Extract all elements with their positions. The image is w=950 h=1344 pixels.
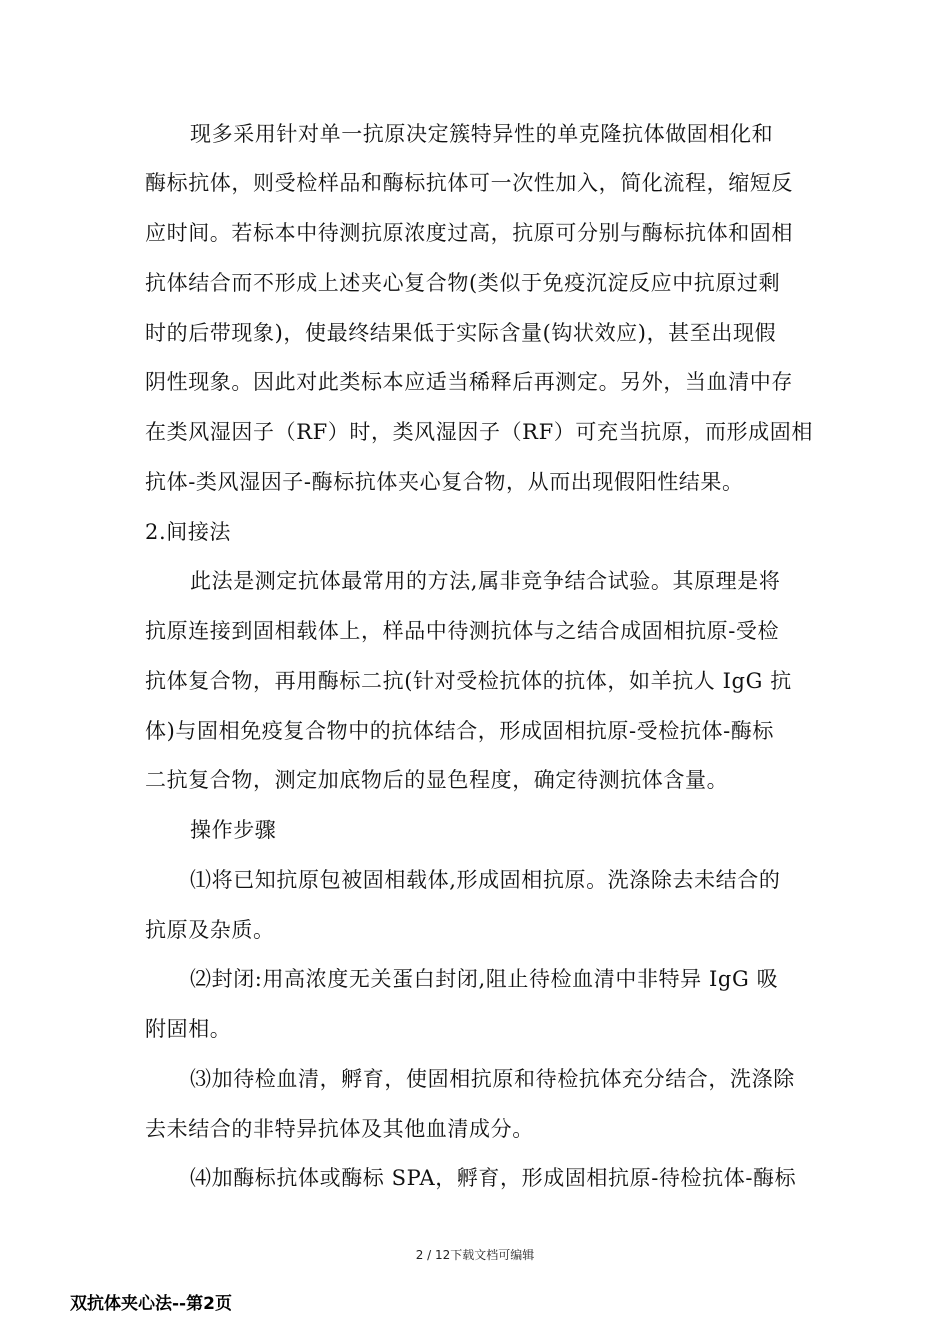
- paragraph-line: 体)与固相免疫复合物中的抗体结合，形成固相抗原-受检抗体-酶标: [145, 719, 774, 743]
- paragraph-line: ⑶加待检血清，孵育，使固相抗原和待检抗体充分结合，洗涤除: [190, 1067, 795, 1091]
- paragraph-line: 时的后带现象)，使最终结果低于实际含量(钩状效应)，甚至出现假: [145, 321, 777, 345]
- paragraph-line: 附固相。: [145, 1017, 232, 1041]
- paragraph-line: 抗原连接到固相载体上，样品中待测抗体与之结合成固相抗原-受检: [145, 619, 780, 643]
- document-title-footer: 双抗体夹心法--第2页: [70, 1294, 232, 1314]
- paragraph-line: 应时间。若标本中待测抗原浓度过高，抗原可分别与酶标抗体和固相: [145, 221, 793, 245]
- paragraph-line: 去未结合的非特异抗体及其他血清成分。: [145, 1117, 534, 1141]
- paragraph-line: 抗原及杂质。: [145, 918, 275, 942]
- paragraph-line: 二抗复合物，测定加底物后的显色程度，确定待测抗体含量。: [145, 768, 729, 792]
- paragraph-line: 阴性现象。因此对此类标本应适当稀释后再测定。另外，当血清中存: [145, 370, 793, 394]
- subsection-heading: 操作步骤: [190, 818, 277, 842]
- section-heading: 2.间接法: [145, 520, 232, 544]
- paragraph-line: ⑷加酶标抗体或酶标 SPA，孵育，形成固相抗原-待检抗体-酶标: [190, 1166, 797, 1190]
- paragraph-line: 抗体-类风湿因子-酶标抗体夹心复合物，从而出现假阳性结果。: [145, 470, 744, 494]
- paragraph-line: ⑴将已知抗原包被固相载体,形成固相抗原。洗涤除去未结合的: [190, 868, 781, 892]
- paragraph-line: 酶标抗体，则受检样品和酶标抗体可一次性加入，简化流程，缩短反: [145, 171, 793, 195]
- paragraph-line: 现多采用针对单一抗原决定簇特异性的单克隆抗体做固相化和: [190, 122, 774, 146]
- paragraph-line: 此法是测定抗体最常用的方法,属非竞争结合试验。其原理是将: [190, 569, 781, 593]
- paragraph-line: 在类风湿因子（RF）时，类风湿因子（RF）可充当抗原，而形成固相: [145, 420, 813, 444]
- paragraph-line: 抗体结合而不形成上述夹心复合物(类似于免疫沉淀反应中抗原过剩: [145, 271, 781, 295]
- paragraph-line: ⑵封闭:用高浓度无关蛋白封闭,阻止待检血清中非特异 IgG 吸: [190, 967, 779, 991]
- page-number-footer: 2 / 12下载文档可编辑: [415, 1248, 535, 1262]
- paragraph-line: 抗体复合物，再用酶标二抗(针对受检抗体的抗体，如羊抗人 IgG 抗: [145, 669, 792, 693]
